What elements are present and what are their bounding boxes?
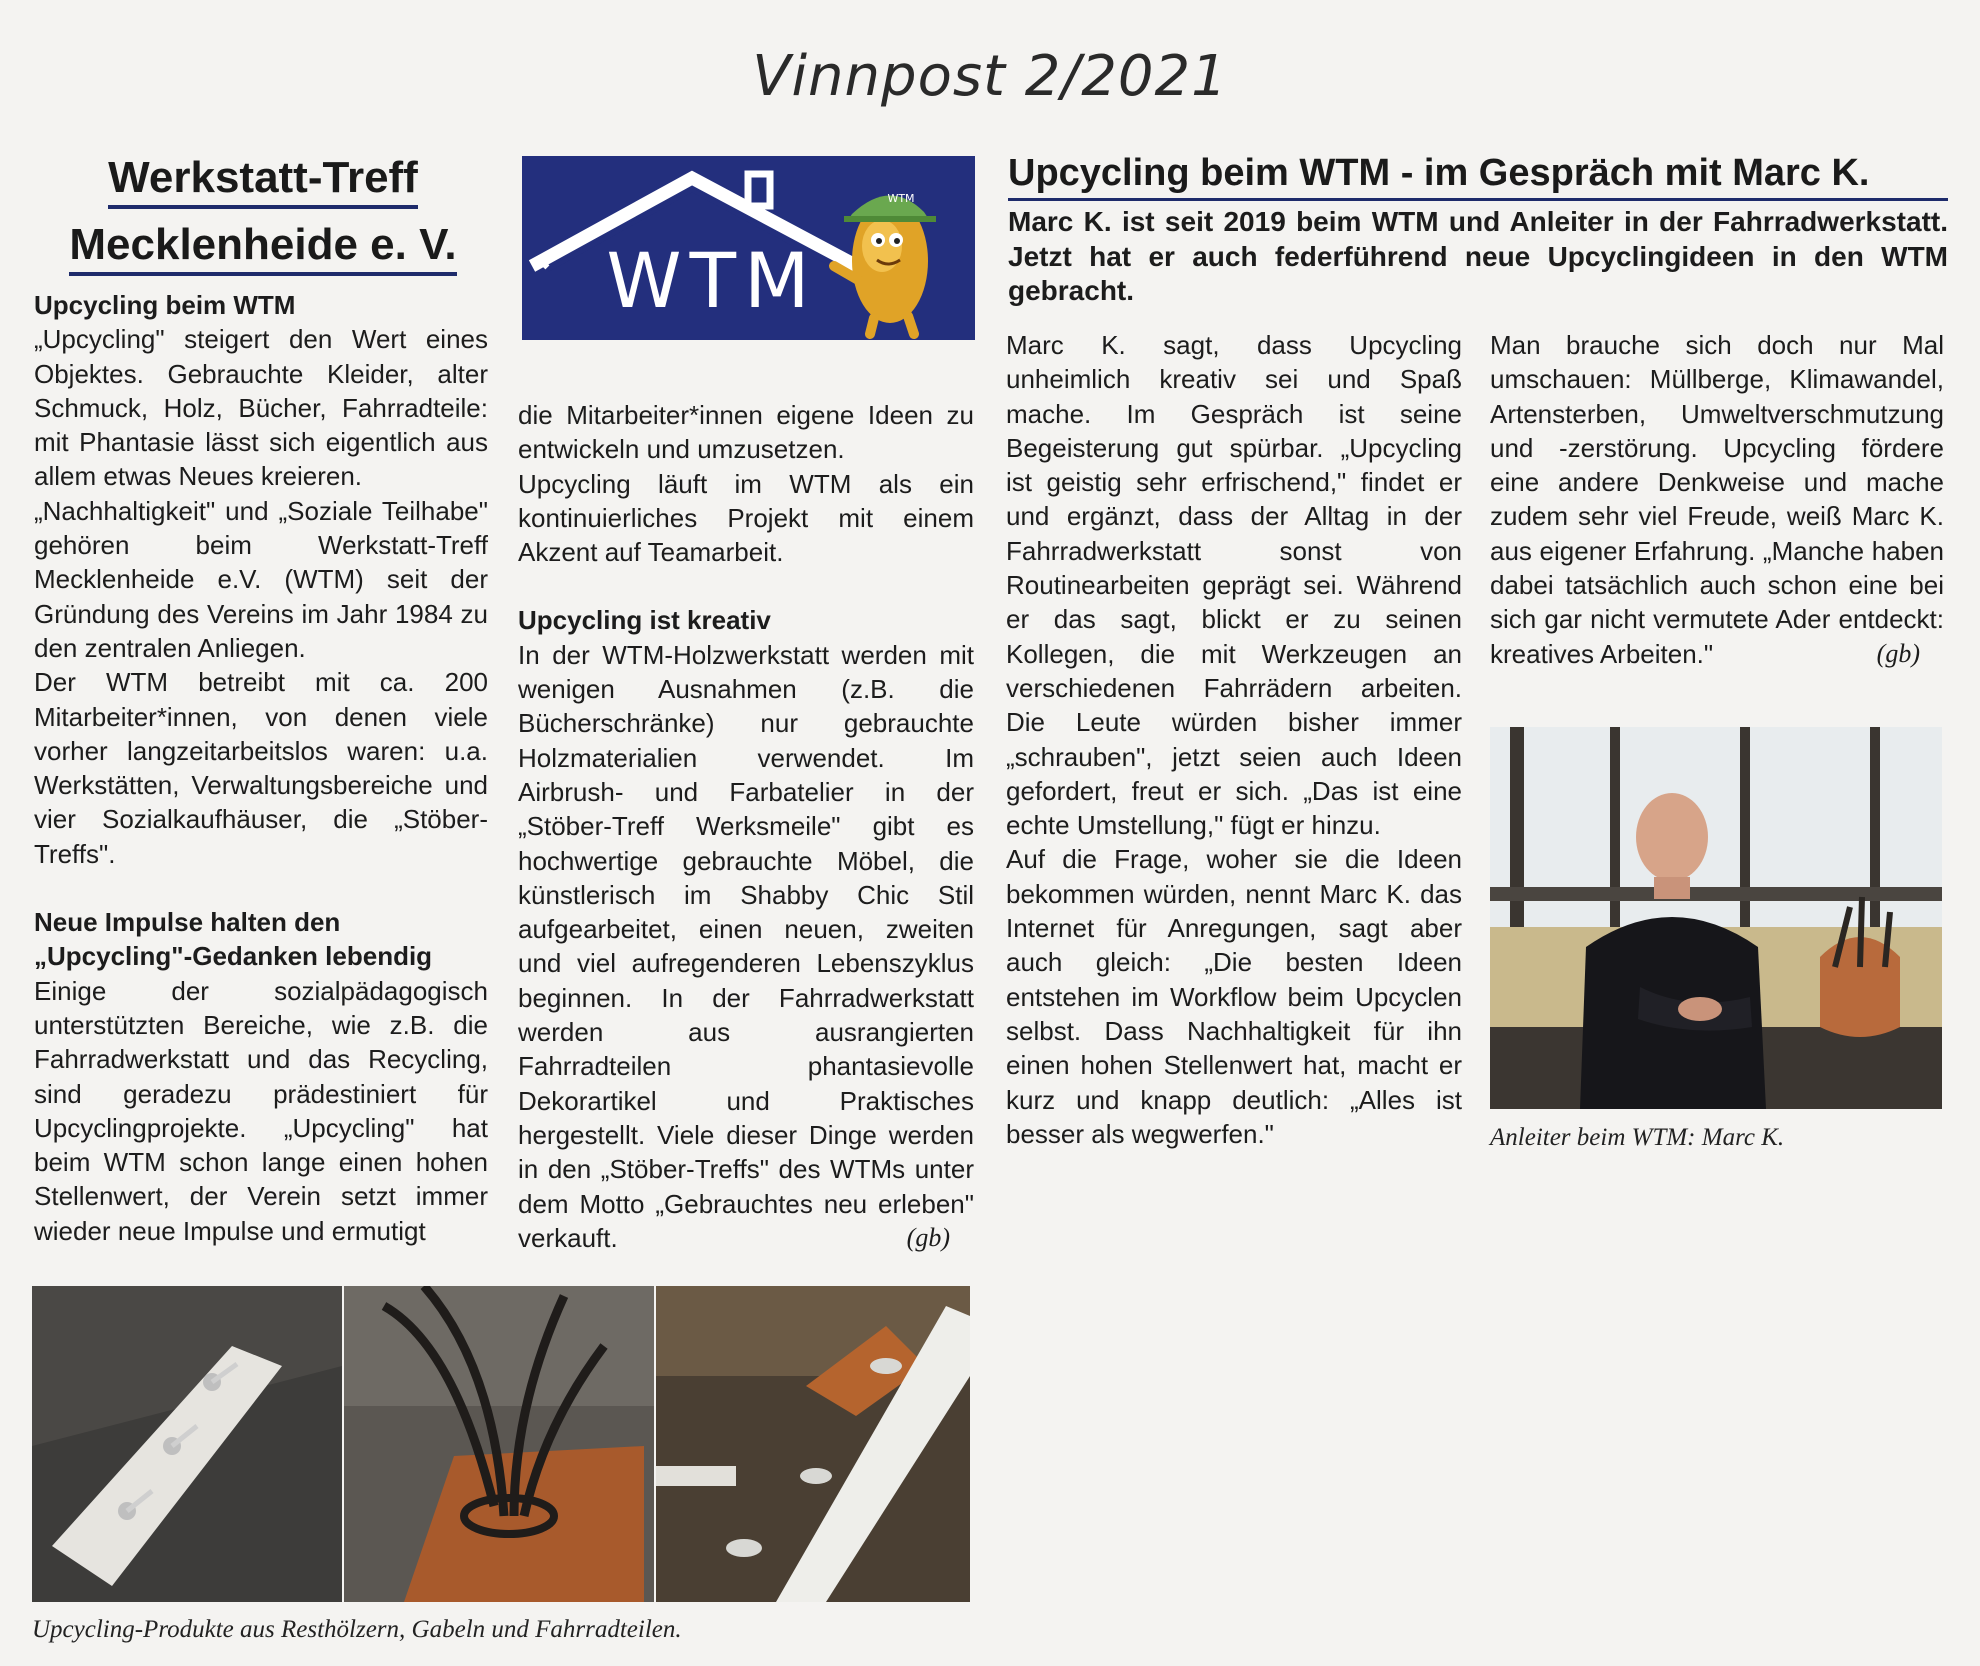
middle-paragraph: In der WTM-Holzwerkstatt werden mit wenigen Ausnahmen (z.B. die Bücherschränke) nur gebrauchte Holzmaterialien verwendet. Im Airbrush- und Farbatelier in der „Stöber-Treff Werksmeile" gibt es hochwertige gebrauchte Möbel, die künstlerisch im Shabby Chic Stil aufgearbeitet, einen neuen, zweiten und viel aufregenderen Lebenszyklus beginnen. In der Fahrradwerkstatt werden aus ausrangierten Fahrradteilen phantasievolle Dekorartikel und Praktisches hergestellt. Viele dieser Dinge werden in den „Stöber-Treffs" des WTMs unter dem Motto „Gebrauchtes neu erleben" verkauft. (518, 639, 974, 1253)
subheading-neue-impulse: Neue Impulse halten den „Upcycling"-Gedanken lebendig (34, 907, 433, 972)
subheading-upcycling-beim-wtm: Upcycling beim WTM (34, 290, 296, 320)
middle-paragraph: die Mitarbeiter*innen eigene Ideen zu entwickeln und umzusetzen. (518, 400, 974, 465)
left-paragraph: „Nachhaltigkeit" und „Soziale Teilhabe" gehören beim Werkstatt-Treff Mecklenheide e.V. (WTM) seit der Gründung des Vereins im Jahr 1984 zu den zentralen Anliegen. (34, 495, 488, 663)
right-column-2 (1490, 328, 1944, 671)
product-photo-fork-hooks (32, 1286, 342, 1602)
interview-paragraph: Marc K. sagt, dass Upcycling unheimlich kreativ sei und Spaß mache. Im Gespräch ist seine Begeisterung gut spürbar. „Upcycling ist geistig sehr erfrischend," findet er und ergänzt, dass der Alltag in der Fahrradwerkstatt sonst von Routinearbeiten geprägt sei. Während er das sagt, blickt er zu seinen Kollegen, die mit Werkzeugen an verschiedenen Fahrrädern arbeiten. Die Leute würden bisher immer „schrauben", jetzt seien auch Ideen gefordert, freut er sich. „Das ist eine echte Umstellung," fügt er hinzu. (1006, 330, 1462, 841)
products-caption: Upcycling-Produkte aus Resthölzern, Gabeln und Fahrradteilen. (32, 1616, 682, 1643)
mascot-cap-text: WTM (887, 192, 915, 205)
portrait-caption: Anleiter beim WTM: Marc K. (1490, 1124, 1785, 1151)
subheading-upcycling-ist-kreativ: Upcycling ist kreativ (518, 605, 771, 636)
portrait-photo-graphic (1490, 727, 1942, 1109)
logo-text: WTM (606, 236, 818, 325)
interview-title: Upcycling beim WTM - im Gespräch mit Marc K. (1008, 150, 1948, 201)
product-photo-tealight-board (656, 1286, 970, 1602)
left-paragraph: Der WTM betreibt mit ca. 200 Mitarbeiter*innen, von denen viele vorher langzeitarbeitslos waren: u.a. Werkstätten, Verwaltungsbereiche und vier Sozialkaufhäuser, die „Stöber-Treffs". (34, 667, 488, 869)
product-photo-bike-sculpture (344, 1286, 654, 1602)
left-paragraph: „Upcycling" steigert den Wert eines Objektes. Gebrauchte Kleider, alter Schmuck, Holz, Bücher, Fahrradteile: mit Phantasie lässt sich eigentlich aus allem etwas Neues kreieren. (34, 324, 488, 492)
interview-lead: Marc K. ist seit 2019 beim WTM und Anleiter in der Fahrradwerkstatt. Jetzt hat er auch federführend neue Upcyclingideen in den WTM gebracht. (1008, 206, 1948, 306)
masthead: Vinnpost 2/2021 (752, 44, 1228, 109)
portrait-photo (1490, 727, 1942, 1109)
left-column (34, 288, 488, 1248)
title-line-2: Mecklenheide e. V. (69, 220, 456, 276)
interview-paragraph: Auf die Frage, woher sie die Ideen bekommen würden, nennt Marc K. das Internet für Anregungen, sagt aber auch gleich: „Die besten Ideen entstehen im Workflow beim Upcyclen selbst. Dass Nachhaltigkeit für ihn einen hohen Stellenwert hat, macht er kurz und knapp deutlich: „Alles ist besser als wegwerfen." (1006, 844, 1462, 1149)
interview-paragraph: Man brauche sich doch nur Mal umschauen: Müllberge, Klimawandel, Artensterben, Umweltverschmutzung und -zerstörung. Upcycling fördere eine andere Denkweise und mache zudem sehr viel Freude, weiß Marc K. aus eigener Erfahrung. „Manche haben dabei tatsächlich auch schon eine bei sich gar nicht vermutete Ader entdeckt: kreatives Arbeiten." (1490, 330, 1944, 669)
wtm-logo (522, 156, 975, 340)
middle-paragraph: Upcycling läuft im WTM als ein kontinuierliches Projekt mit einem Akzent auf Teamarbeit. (518, 468, 974, 568)
middle-signature: (gb) (906, 1223, 950, 1253)
left-article-title (32, 148, 494, 282)
right-column-1 (1006, 328, 1462, 1151)
product-photo-fork-hooks-graphic (32, 1286, 342, 1602)
product-photo-bike-sculpture-graphic (344, 1286, 654, 1602)
product-photo-tealight-board-graphic (656, 1286, 970, 1602)
left-paragraph: Einige der sozialpädagogisch unterstützten Bereiche, wie z.B. die Fahrradwerkstatt und das Recycling, sind geradezu prädestiniert für Upcyclingprojekte. „Upcycling" hat beim WTM schon lange einen hohen Stellenwert, der Verein setzt immer wieder neue Impulse und ermutigt (34, 975, 488, 1246)
interview-signature: (gb) (1876, 638, 1920, 668)
title-line-1: Werkstatt-Treff (108, 153, 418, 209)
middle-column (518, 398, 974, 1255)
